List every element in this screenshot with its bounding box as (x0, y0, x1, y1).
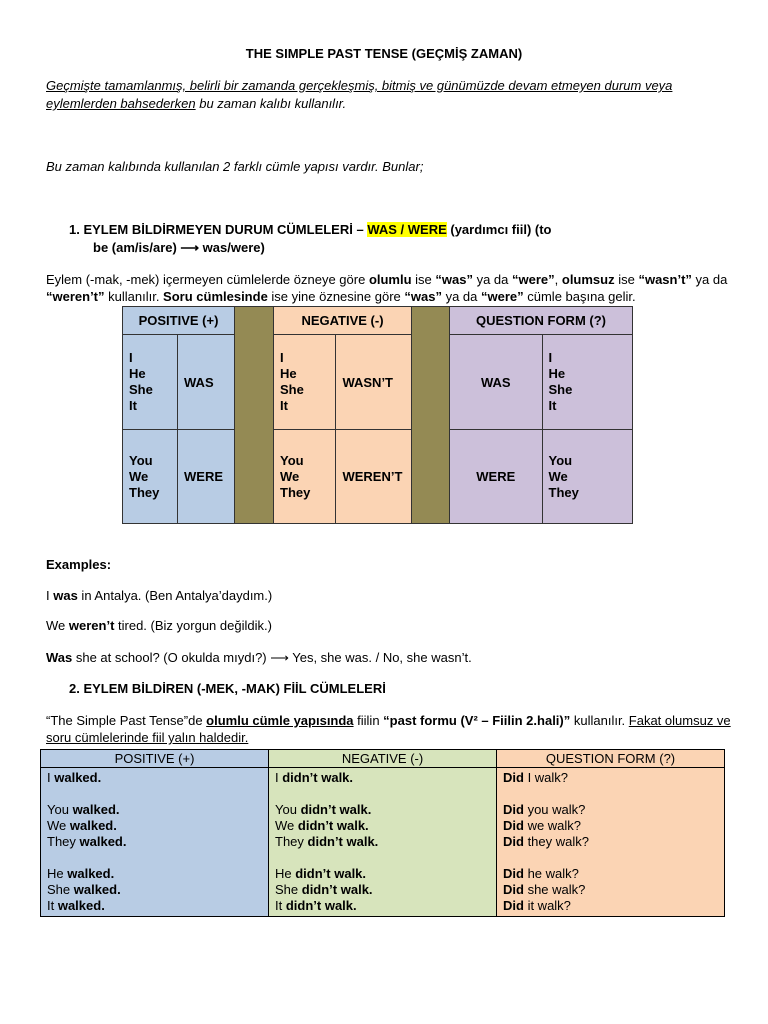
example-2: We weren’t tired. (Biz yorgun değildik.) (46, 618, 272, 633)
intro-underlined-2: eylemlerden bahsederken (46, 96, 196, 111)
t1-separator-1 (235, 307, 274, 524)
t2-negative-cell: I didn’t walk. You didn’t walk. We didn’t walk. They didn’t walk. He didn’t walk. She didn’t walk. It didn’t walk. (269, 768, 497, 917)
section2-desc-line1: “The Simple Past Tense”de olumlu cümle yapısında fiilin “past formu (V² – Fiilin 2.hali)” kullanılır. Fakat olumsuz ve (46, 713, 731, 728)
section1-heading-b: (yardımcı fiil) (to (446, 222, 552, 237)
section2-number: 2. (69, 681, 80, 696)
page-title: THE SIMPLE PAST TENSE (GEÇMİŞ ZAMAN) (245, 46, 523, 61)
t1-neg-singular-pronouns: I He She It (274, 335, 336, 430)
t1-q-singular-pronouns: I He She It (542, 335, 632, 430)
t1-q-was: WAS (450, 335, 543, 430)
t1-wasnt: WASN’T (336, 335, 412, 430)
t2-header-negative: NEGATIVE (-) (269, 750, 497, 768)
was-were-table (122, 306, 633, 524)
section1-desc-line1: Eylem (-mak, -mek) içermeyen cümlelerde özneye göre olumlu ise “was” ya da “were”, olumsuz ise “wasn’t” ya da (46, 272, 728, 287)
section1-heading-a: EYLEM BİLDİRMEYEN DURUM CÜMLELERİ – (83, 222, 368, 237)
section2-desc-line2: soru cümlelerinde fiil yalın haldedir. (46, 730, 249, 745)
example-1: I was in Antalya. (Ben Antalya’daydım.) (46, 588, 273, 603)
was-were-highlight: WAS / WERE (367, 222, 447, 237)
section1-desc-line2: “weren’t” kullanılır. Soru cümlesinde ise yine öznesine göre “was” ya da “were” cümle başına gelir. (46, 289, 636, 304)
intro-underlined-1: Geçmişte tamamlanmış, belirli bir zamanda gerçekleşmiş, bitmiş ve günümüzde devam etmeyen durum veya (46, 78, 673, 93)
t1-q-were: WERE (450, 430, 543, 524)
intro2-text: Bu zaman kalıbında kullanılan 2 farklı cümle yapısı vardır. Bunlar; (46, 159, 424, 174)
t1-q-plural-pronouns: You We They (542, 430, 632, 524)
t2-positive-cell: I walked. You walked. We walked. They walked. He walked. She walked. It walked. (41, 768, 269, 917)
section2-heading-text: EYLEM BİLDİREN (-MEK, -MAK) FİİL CÜMLELERİ (83, 681, 386, 696)
examples-heading: Examples: (46, 557, 112, 572)
t2-header-question: QUESTION FORM (?) (497, 750, 725, 768)
section1-number: 1. (69, 222, 80, 237)
t1-neg-plural-pronouns: You We They (274, 430, 336, 524)
section1-heading (69, 221, 552, 238)
example-3: Was she at school? (O okulda mıydı?) ⟶ Yes, she was. / No, she wasn’t. (46, 650, 472, 665)
t1-pos-plural-pronouns: You We They (123, 430, 178, 524)
t2-question-cell: Did I walk? Did you walk? Did we walk? Did they walk? Did he walk? Did she walk? Did it walk? (497, 768, 725, 917)
t1-separator-2 (412, 307, 450, 524)
t1-header-negative: NEGATIVE (-) (274, 307, 412, 335)
t1-werent: WEREN’T (336, 430, 412, 524)
t1-was: WAS (178, 335, 235, 430)
t1-were: WERE (178, 430, 235, 524)
intro-paragraph (46, 77, 672, 94)
intro-rest: bu zaman kalıbı kullanılır. (195, 96, 347, 111)
t1-pos-singular-pronouns: I He She It (123, 335, 178, 430)
t2-header-positive: POSITIVE (+) (41, 750, 269, 768)
intro-paragraph-line2 (46, 95, 346, 112)
t1-header-positive: POSITIVE (+) (123, 307, 235, 335)
section2-heading (69, 680, 386, 697)
simple-past-verb-table (40, 749, 725, 917)
section1-heading-line2: be (am/is/are) ⟶ was/were) (93, 240, 265, 255)
t1-header-question: QUESTION FORM (?) (450, 307, 633, 335)
